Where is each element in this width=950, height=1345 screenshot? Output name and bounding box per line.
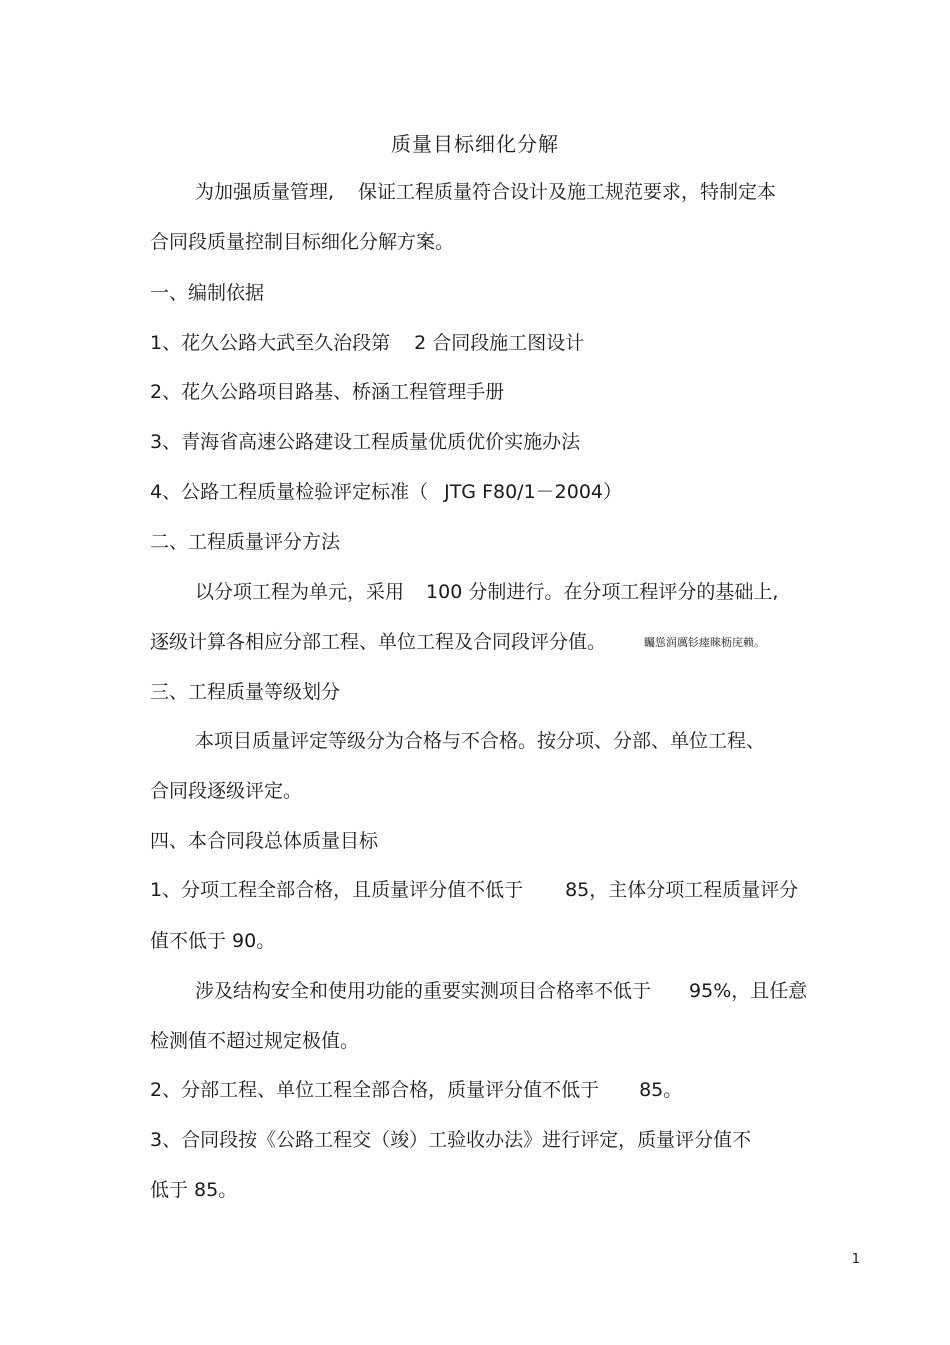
document-title: 质量目标细化分解 bbox=[391, 132, 559, 156]
section-4-paragraph-part-b: 95%，且任意 bbox=[689, 980, 808, 1002]
section-4-item-3-line-2: 低于 85。 bbox=[150, 1179, 238, 1201]
section-1-item-2: 2、花久公路项目路基、桥涵工程管理手册 bbox=[150, 381, 505, 403]
section-2-paragraph-line-1-part-a: 以分项工程为单元，采用 bbox=[195, 581, 405, 603]
section-1-item-1-part-a: 1、花久公路大武至久治段第 bbox=[150, 332, 391, 354]
section-1-item-3: 3、青海省高速公路建设工程质量优质优价实施办法 bbox=[150, 431, 581, 453]
section-4-item-1-line-1 bbox=[150, 876, 798, 904]
section-1-heading: 一、编制依据 bbox=[150, 282, 265, 304]
section-4-paragraph-line-2: 检测值不超过规定极值。 bbox=[150, 1030, 360, 1052]
section-2-paragraph-line-2 bbox=[150, 628, 765, 657]
section-4-item-1-part-b: 85，主体分项工程质量评分 bbox=[565, 879, 799, 901]
section-4-item-2 bbox=[150, 1076, 682, 1104]
intro-line-1-part-b: 保证工程质量符合设计及施工规范要求，特制定本 bbox=[358, 181, 777, 203]
section-4-item-1-part-a: 1、分项工程全部合格，且质量评分值不低于 bbox=[150, 879, 524, 901]
section-1-item-1 bbox=[150, 329, 584, 357]
intro-line-2: 合同段质量控制目标细化分解方案。 bbox=[150, 231, 455, 253]
section-4-item-2-part-b: 85。 bbox=[639, 1079, 683, 1101]
section-2-heading: 二、工程质量评分方法 bbox=[150, 531, 341, 553]
section-1-item-4 bbox=[150, 478, 622, 506]
section-2-paragraph-line-1 bbox=[195, 578, 778, 606]
section-4-heading: 四、本合同段总体质量目标 bbox=[150, 830, 379, 852]
section-2-paragraph-line-2-text: 逐级计算各相应分部工程、单位工程及合同段评分值。 bbox=[150, 631, 607, 653]
section-4-item-1-line-2: 值不低于 90。 bbox=[150, 930, 276, 952]
section-3-paragraph-line-1: 本项目质量评定等级分为合格与不合格。按分项、分部、单位工程、 bbox=[195, 730, 766, 752]
section-1-item-4-part-b: JTG F80/1－2004） bbox=[444, 481, 623, 503]
garbled-note: 矚慫润厲钐瘗睞枥庑赖。 bbox=[644, 636, 766, 649]
section-3-paragraph-line-2: 合同段逐级评定。 bbox=[150, 780, 303, 802]
section-2-paragraph-line-1-part-b: 100 分制进行。在分项工程评分的基础上, bbox=[426, 581, 779, 603]
section-4-paragraph-part-a: 涉及结构安全和使用功能的重要实测项目合格率不低于 bbox=[195, 980, 652, 1002]
section-4-item-3-line-1: 3、合同段按《公路工程交（竣）工验收办法》进行评定，质量评分值不 bbox=[150, 1129, 752, 1151]
section-1-item-4-part-a: 4、公路工程质量检验评定标准（ bbox=[150, 481, 429, 503]
section-4-item-2-part-a: 2、分部工程、单位工程全部合格，质量评分值不低于 bbox=[150, 1079, 600, 1101]
section-3-heading: 三、工程质量等级划分 bbox=[150, 681, 341, 703]
section-4-paragraph-line-1 bbox=[195, 977, 807, 1005]
intro-line-1 bbox=[195, 178, 776, 206]
intro-line-1-part-a: 为加强质量管理, bbox=[195, 181, 335, 203]
section-1-item-1-part-b: 2 合同段施工图设计 bbox=[414, 332, 585, 354]
page-number: 1 bbox=[851, 1252, 860, 1267]
